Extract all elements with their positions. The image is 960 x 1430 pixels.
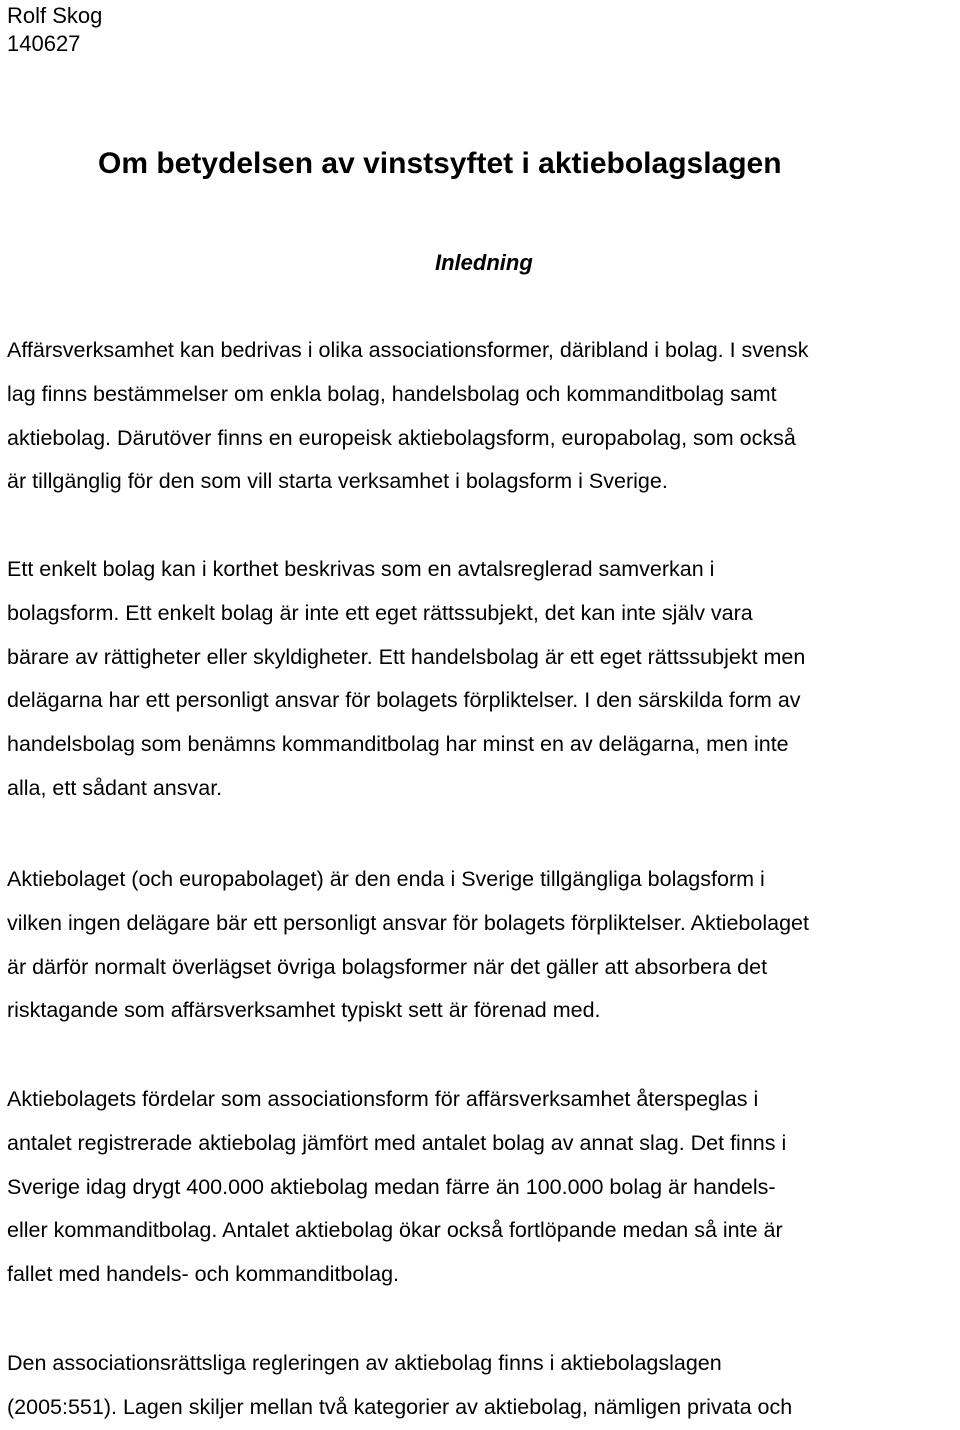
document-date: 140627 [7, 31, 81, 56]
paragraph-line: lag finns bestämmelser om enkla bolag, handelsbolag och kommanditbolag samt [7, 381, 777, 406]
paragraph-line: Aktiebolaget (och europabolaget) är den enda i Sverige tillgängliga bolagsform i [7, 867, 765, 891]
paragraph-4 [7, 1078, 960, 1297]
paragraph-line: Sverige idag drygt 400.000 aktiebolag medan färre än 100.000 bolag är handels- [7, 1174, 776, 1199]
paragraph-2 [7, 548, 960, 811]
section-heading: Inledning [435, 250, 533, 275]
paragraph-line: delägarna har ett personligt ansvar för bolagets förpliktelser. I den särskilda form av [7, 688, 801, 713]
document-title: Om betydelsen av vinstsyftet i aktiebolagslagen [98, 147, 782, 180]
paragraph-3 [7, 858, 960, 1033]
paragraph-line: eller kommanditbolag. Antalet aktiebolag ökar också fortlöpande medan så inte är [7, 1218, 783, 1243]
paragraph-line: alla, ett sådant ansvar. [7, 775, 223, 800]
paragraph-line: är därför normalt överlägset övriga bolagsformer när det gäller att absorbera det [7, 954, 768, 979]
paragraph-line: är tillgänglig för den som vill starta verksamhet i bolagsform i Sverige. [7, 469, 668, 494]
paragraph-5 [7, 1342, 960, 1430]
paragraph-1 [7, 329, 960, 504]
paragraph-line: fallet med handels- och kommanditbolag. [7, 1262, 399, 1287]
paragraph-line: Affärsverksamhet kan bedrivas i olika associationsformer, däribland i bolag. I svensk [7, 338, 809, 362]
paragraph-line: risktagande som affärsverksamhet typiskt sett är förenad med. [7, 998, 601, 1023]
paragraph-line: handelsbolag som benämns kommanditbolag har minst en av delägarna, men inte [7, 732, 789, 757]
paragraph-line: antalet registrerade aktiebolag jämfört med antalet bolag av annat slag. Det finns i [7, 1130, 787, 1155]
paragraph-line: Aktiebolagets fördelar som associationsform för affärsverksamhet återspeglas i [7, 1087, 759, 1111]
paragraph-line: Den associationsrättsliga regleringen av aktiebolag finns i aktiebolagslagen [7, 1351, 722, 1375]
paragraph-line: bärare av rättigheter eller skyldigheter. Ett handelsbolag är ett eget rättssubjekt men [7, 644, 806, 669]
paragraph-line: aktiebolag. Därutöver finns en europeisk aktiebolagsform, europabolag, som också [7, 425, 796, 450]
paragraph-line: Ett enkelt bolag kan i korthet beskrivas som en avtalsreglerad samverkan i [7, 557, 715, 581]
paragraph-line: (2005:551). Lagen skiljer mellan två kategorier av aktiebolag, nämligen privata och [7, 1394, 793, 1419]
author-name: Rolf Skog [7, 3, 103, 28]
paragraph-line: bolagsform. Ett enkelt bolag är inte ett eget rättssubjekt, det kan inte själv vara [7, 600, 753, 625]
paragraph-line: vilken ingen delägare bär ett personligt ansvar för bolagets förpliktelser. Aktiebolaget [7, 910, 809, 935]
